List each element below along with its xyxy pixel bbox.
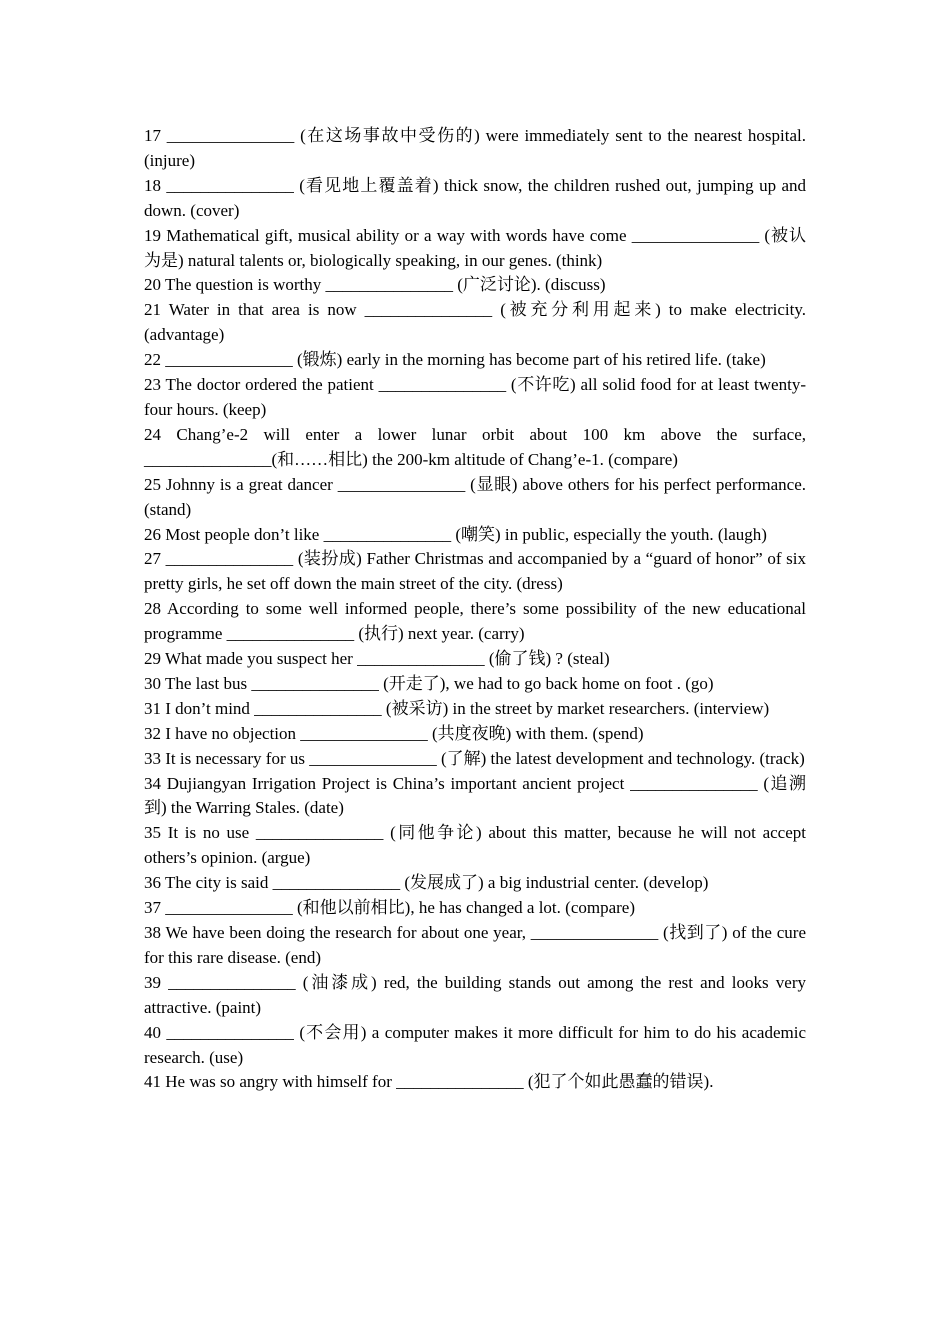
exercise-item-20: 20 The question is worthy _______________ (广泛讨论). (discuss) <box>144 275 606 295</box>
exercise-item-26: 26 Most people don’t like _______________ (嘲笑) in public, especially the youth. (laugh) <box>144 524 767 544</box>
exercise-item-28: 28 According to some well informed people, there’s some possibility of the new educational programme _______________ (执行) next year. (carry) <box>144 599 806 644</box>
exercise-item-37: 37 _______________ (和他以前相比), he has changed a lot. (compare) <box>144 898 635 918</box>
exercise-item-18: 18 _______________ (看见地上覆盖着) thick snow, the children rushed out, jumping up and down. (cover) <box>144 175 806 220</box>
exercise-item-22: 22 _______________ (锻炼) early in the morning has become part of his retired life. (take) <box>144 350 766 370</box>
exercise-item-21: 21 Water in that area is now _______________ (被充分利用起来) to make electricity. (advantage) <box>144 300 806 345</box>
exercise-item-17: 17 _______________ (在这场事故中受伤的) were immediately sent to the nearest hospital. (injure) <box>144 126 806 170</box>
exercise-item-39: 39 _______________ (油漆成) red, the building stands out among the rest and looks very attractive. (paint) <box>144 972 806 1017</box>
exercise-item-29: 29 What made you suspect her _______________ (偷了钱) ? (steal) <box>144 649 610 669</box>
exercise-item-30: 30 The last bus _______________ (开走了), we had to go back home on foot . (go) <box>144 673 714 693</box>
exercise-item-23: 23 The doctor ordered the patient _______________ (不许吃) all solid food for at least twenty-four hours. (keep) <box>144 375 806 419</box>
exercise-item-27: 27 _______________ (装扮成) Father Christmas and accompanied by a “guard of honor” of six pretty girls, he set off down the main street of the city. (dress) <box>144 549 806 594</box>
exercise-item-40: 40 _______________ (不会用) a computer makes it more difficult for him to do his academic research. (use) <box>144 1022 806 1067</box>
exercise-item-41: 41 He was so angry with himself for _______________ (犯了个如此愚蠢的错误). <box>144 1072 714 1092</box>
exercise-item-24: 24 Chang’e-2 will enter a lower lunar orbit about 100 km above the surface, _______________(和……相比) the 200-km altitude of Chang’e-1. (compare) <box>144 424 806 469</box>
exercise-item-36: 36 The city is said _______________ (发展成了) a big industrial center. (develop) <box>144 873 709 893</box>
exercise-item-19: 19 Mathematical gift, musical ability or a way with words have come _______________ (被认为是) natural talents or, biologically speaking, in our genes. (think) <box>144 225 806 270</box>
exercise-item-25: 25 Johnny is a great dancer _______________ (显眼) above others for his perfect performance. (stand) <box>144 474 806 519</box>
exercise-item-34: 34 Dujiangyan Irrigation Project is China’s important ancient project _______________ (追溯到) the Warring Stales. (date) <box>144 773 806 818</box>
exercise-item-33: 33 It is necessary for us _______________ (了解) the latest development and technology. (track) <box>144 748 805 768</box>
exercise-item-31: 31 I don’t mind _______________ (被采访) in the street by market researchers. (interview) <box>144 698 770 718</box>
exercise-page <box>144 124 806 1095</box>
exercise-item-38: 38 We have been doing the research for about one year, _______________ (找到了) of the cure for this rare disease. (end) <box>144 923 806 967</box>
exercise-item-35: 35 It is no use _______________ (同他争论) about this matter, because he will not accept others’s opinion. (argue) <box>144 823 806 868</box>
exercise-item-32: 32 I have no objection _______________ (共度夜晚) with them. (spend) <box>144 723 644 743</box>
